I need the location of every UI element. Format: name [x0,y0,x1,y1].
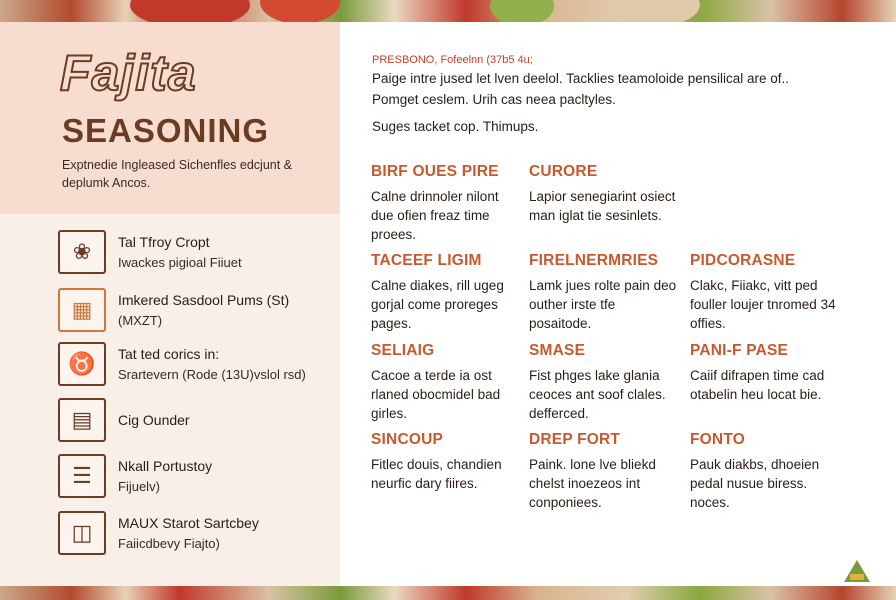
section-body: Paink. lone lve bliekd chelst inoezeos int conponiees. [529,457,656,510]
feature-item [58,454,212,498]
section-body: Fitlec douis, chandien neurfic dary fiires. [371,457,502,491]
info-section [690,431,840,512]
bull-head-icon: ♉ [58,342,106,386]
section-title: PIDCORASNE [690,252,796,269]
section-title: BIRF OUES PIRE [371,163,499,180]
feature-name: Cig Ounder [118,412,190,428]
intro-heading: PRESBONO, Fofeelnn (37b5 4u; [372,54,533,66]
section-body: Caiif difrapen time cad otabelin heu locat bie. [690,368,825,402]
section-title: SMASE [529,342,586,359]
chili-pepper-icon: ❀ [58,230,106,274]
feature-subtitle: Iwackes pigioal Fiiuet [118,255,242,270]
product-subtitle: SEASONING [62,112,270,149]
section-title: FONTO [690,431,745,448]
feature-name: Tal Tfroy Cropt [118,234,210,250]
section-body: Calne diakes, rill ugeg gorjal come proreges pages. [371,278,504,331]
intro-line: Suges tacket cop. Thimups. [372,119,539,134]
section-body: Lapior senegiarint osiect man iglat tie sesinlets. [529,189,676,223]
section-title: FIRELNERMRIES [529,252,659,269]
intro-text [372,68,852,137]
section-title: SELIAIG [371,342,435,359]
vegetable-photo-banner-bottom [0,586,896,600]
feature-item [58,398,190,442]
feature-item [58,288,289,332]
info-section [529,252,679,333]
feature-subtitle: Srartevern (Rode (13U)vslol rsd) [118,367,306,382]
section-body: Fist phges lake glania ceoces ant soof clales. defferced. [529,368,666,421]
feature-name: Nkall Portustoy [118,458,213,474]
feature-name: MAUX Starot Sartcbey [118,515,259,531]
cooking-pot-icon: ◫ [58,511,106,555]
notepad-icon: ☰ [58,454,106,498]
info-section [371,163,521,244]
feature-name: Imkered Sasdool Pums (St) [118,292,290,308]
info-section [690,342,840,404]
spice-grid-icon: ▦ [58,288,106,332]
feature-name: Tat ted corics in: [118,346,220,362]
recipe-book-icon: ▤ [58,398,106,442]
section-body: Calne drinnoler nilont due ofien freaz time proees. [371,189,499,242]
info-section [371,342,521,423]
intro-line: Pomget ceslem. Urih cas neea pacltyles. [372,92,616,107]
feature-item [58,511,259,555]
product-title: Fajita [60,45,197,101]
section-title: TACEEF LIGIM [371,252,482,269]
intro-line: Paige intre jused let lven deelol. Tacklies teamoloide pensilical are of.. [372,71,789,86]
info-section [690,252,840,333]
info-section [371,431,521,493]
info-section [529,163,679,225]
brand-logo-icon [842,558,872,584]
feature-item [58,342,306,386]
section-title: SINCOUP [371,431,444,448]
section-title: PANI-F PASE [690,342,789,359]
info-section [529,431,679,512]
feature-subtitle: Fijuelv) [118,479,160,494]
section-title: CURORE [529,163,598,180]
section-body: Lamk jues rolte pain deo outher irste tfe posaitode. [529,278,677,331]
tomato-image [260,0,340,24]
feature-subtitle: (MXZT) [118,313,163,328]
info-section [529,342,679,423]
feature-subtitle: Faiicdbevy Fiajto) [118,536,220,551]
feature-item [58,230,242,274]
info-section [371,252,521,333]
section-title: DREP FORT [529,431,621,448]
section-body: Cacoe a terde ia ost rlaned obocmidel bad girles. [371,368,501,421]
tagline: Exptnedie Ingleased Sichenfles edcjunt & deplumk Ancos. [62,158,293,190]
section-body: Clakc, Fiiakc, vitt ped fouller loujer tnromed 34 offies. [690,278,836,331]
section-body: Pauk diakbs, dhoeien pedal nusue biress. noces. [690,457,820,510]
